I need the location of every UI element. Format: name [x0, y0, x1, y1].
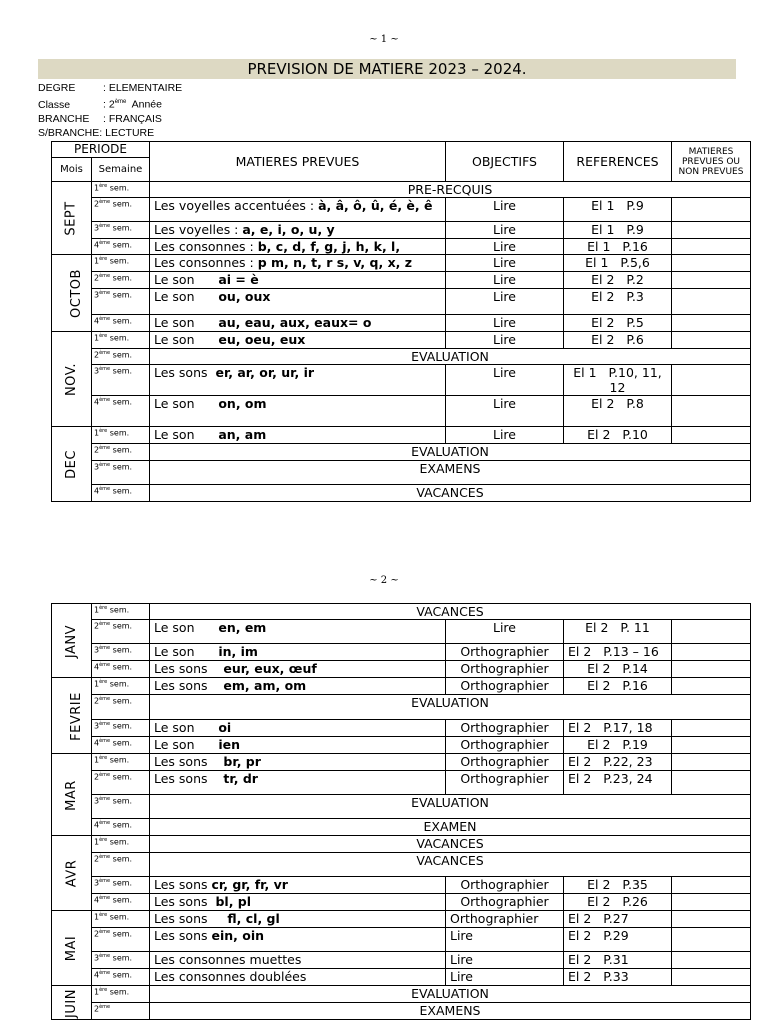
page-number-2: ~ 2 ~ — [369, 575, 399, 586]
reference-cell: El 2 P.35 — [564, 877, 672, 894]
reference-cell: El 2 P.17, 18 — [564, 720, 672, 737]
month-cell — [52, 911, 92, 986]
table-row — [52, 444, 751, 461]
matiere-cell: Les sons em, am, om — [150, 678, 446, 695]
table-row — [52, 315, 751, 332]
table-row — [52, 255, 751, 272]
reference-cell: El 2 P.22, 23 — [564, 754, 672, 771]
page-title: PREVISION DE MATIERE 2023 – 2024. — [38, 59, 736, 79]
objectif-cell: Lire — [446, 332, 564, 349]
month-label: OCTOB — [68, 269, 84, 318]
matiere-cell: Les voyelles accentuées : à, â, ô, û, é, è, ê — [150, 198, 446, 222]
header-objectifs: OBJECTIFS — [446, 142, 564, 182]
table-row — [52, 661, 751, 678]
prevue-cell — [672, 198, 751, 222]
prevue-cell — [672, 272, 751, 289]
week-cell: 1ère sem. — [92, 182, 150, 198]
month-label: MAR — [64, 779, 79, 811]
prevue-cell — [672, 911, 751, 928]
objectif-cell: Lire — [446, 396, 564, 427]
objectif-cell: Orthographier — [446, 754, 564, 771]
full-row-label: VACANCES — [150, 604, 751, 620]
reference-cell: El 2 P.14 — [564, 661, 672, 678]
month-label: FEVRIE — [68, 691, 84, 741]
prevue-cell — [672, 754, 751, 771]
matiere-cell: Le son oi — [150, 720, 446, 737]
table-row — [52, 198, 751, 222]
full-row-label: EVALUATION — [150, 444, 751, 461]
objectif-cell: Orthographier — [446, 894, 564, 911]
full-row-label: EXAMEN — [150, 819, 751, 836]
matiere-cell: Le son ien — [150, 737, 446, 754]
table-row — [52, 695, 751, 720]
full-row-label: VACANCES — [150, 853, 751, 877]
prevue-cell — [672, 952, 751, 969]
table-row — [52, 737, 751, 754]
prevue-cell — [672, 737, 751, 754]
reference-cell: El 1 P.16 — [564, 239, 672, 255]
table-row — [52, 986, 751, 1003]
week-cell: 2ème sem. — [92, 853, 150, 877]
reference-cell: El 2 P.33 — [564, 969, 672, 986]
table-row — [52, 396, 751, 427]
month-cell — [52, 604, 92, 678]
prevue-cell — [672, 877, 751, 894]
objectif-cell: Orthographier — [446, 737, 564, 754]
prevue-cell — [672, 222, 751, 239]
matiere-cell: Les sons cr, gr, fr, vr — [150, 877, 446, 894]
table-row — [52, 836, 751, 853]
week-cell: 1ère sem. — [92, 255, 150, 272]
table-row — [52, 349, 751, 365]
week-cell: 3ème sem. — [92, 795, 150, 819]
table-row — [52, 461, 751, 485]
objectif-cell: Lire — [446, 239, 564, 255]
month-label: NOV. — [63, 362, 79, 397]
reference-cell: El 2 P. 11 — [564, 620, 672, 644]
month-cell — [52, 427, 92, 502]
reference-cell: El 1 P.9 — [564, 222, 672, 239]
matiere-cell: Le son eu, oeu, eux — [150, 332, 446, 349]
week-cell: 3ème sem. — [92, 644, 150, 661]
prevue-cell — [672, 969, 751, 986]
month-label: AVR — [64, 859, 79, 888]
week-cell: 3ème sem. — [92, 461, 150, 485]
matiere-cell: Les consonnes muettes — [150, 952, 446, 969]
week-cell: 4ème sem. — [92, 819, 150, 836]
table-row — [52, 911, 751, 928]
objectif-cell: Lire — [446, 222, 564, 239]
week-cell: 1ère sem. — [92, 911, 150, 928]
table-row — [52, 678, 751, 695]
objectif-cell: Lire — [446, 198, 564, 222]
objectif-cell: Orthographier — [446, 911, 564, 928]
matiere-cell: Le son on, om — [150, 396, 446, 427]
objectif-cell: Orthographier — [446, 720, 564, 737]
matiere-cell: Les sons eur, eux, œuf — [150, 661, 446, 678]
reference-cell: El 2 P.29 — [564, 928, 672, 952]
table-row — [52, 485, 751, 502]
week-cell: 4ème sem. — [92, 485, 150, 502]
prevue-cell — [672, 928, 751, 952]
week-cell: 2ème sem. — [92, 272, 150, 289]
prevue-cell — [672, 661, 751, 678]
table-row — [52, 239, 751, 255]
month-label: JUIN — [63, 988, 79, 1018]
reference-cell: El 2 P.3 — [564, 289, 672, 315]
reference-cell: El 2 P.2 — [564, 272, 672, 289]
objectif-cell: Orthographier — [446, 678, 564, 695]
week-cell: 2ème sem. — [92, 928, 150, 952]
meta-degre: DEGRE : ELEMENTAIRE — [38, 82, 183, 94]
objectif-cell: Lire — [446, 427, 564, 444]
week-cell: 4ème sem. — [92, 969, 150, 986]
objectif-cell: Orthographier — [446, 877, 564, 894]
prevue-cell — [672, 678, 751, 695]
objectif-cell: Lire — [446, 315, 564, 332]
meta-branche: BRANCHE : FRANÇAIS — [38, 113, 162, 126]
prevue-cell — [672, 396, 751, 427]
prevue-cell — [672, 289, 751, 315]
week-cell: 4ème sem. — [92, 737, 150, 754]
full-row-label: VACANCES — [150, 485, 751, 502]
reference-cell: El 2 P.19 — [564, 737, 672, 754]
matiere-cell: Les sons br, pr — [150, 754, 446, 771]
table-row — [52, 754, 751, 771]
table-row — [52, 644, 751, 661]
table-row — [52, 222, 751, 239]
week-cell: 1ère sem. — [92, 332, 150, 349]
week-cell: 2ème sem. — [92, 198, 150, 222]
prevue-cell — [672, 255, 751, 272]
week-cell: 3ème sem. — [92, 365, 150, 396]
matiere-cell: Le son an, am — [150, 427, 446, 444]
week-cell: 2ème sem. — [92, 444, 150, 461]
objectif-cell: Orthographier — [446, 661, 564, 678]
month-label: SEPT — [64, 201, 79, 236]
schedule-table-page1 — [51, 141, 751, 502]
week-cell: 1ère sem. — [92, 754, 150, 771]
full-row-label: EVALUATION — [150, 349, 751, 365]
reference-cell: El 2 P.10 — [564, 427, 672, 444]
reference-cell: El 2 P.23, 24 — [564, 771, 672, 795]
prevue-cell — [672, 644, 751, 661]
objectif-cell: Lire — [446, 620, 564, 644]
prevue-cell — [672, 332, 751, 349]
header-prevues: MATIERES PREVUES OU NON PREVUES — [672, 142, 751, 182]
table-row — [52, 795, 751, 819]
week-cell: 1ère sem. — [92, 678, 150, 695]
matiere-cell: Le son ai = è — [150, 272, 446, 289]
table-row — [52, 182, 751, 198]
matiere-cell: Les sons tr, dr — [150, 771, 446, 795]
table-row — [52, 272, 751, 289]
table-row — [52, 952, 751, 969]
week-cell: 2ème sem. — [92, 620, 150, 644]
week-cell: 3ème sem. — [92, 289, 150, 315]
objectif-cell: Orthographier — [446, 644, 564, 661]
week-cell: 2ème — [92, 1003, 150, 1020]
week-cell: 4ème sem. — [92, 239, 150, 255]
reference-cell: El 2 P.6 — [564, 332, 672, 349]
reference-cell: El 1 P.10, 11, 12 — [564, 365, 672, 396]
table-row — [52, 928, 751, 952]
meta-classe: Classe : 2ème Année — [38, 98, 162, 111]
prevue-cell — [672, 315, 751, 332]
week-cell: 2ème sem. — [92, 349, 150, 365]
objectif-cell: Lire — [446, 928, 564, 952]
week-cell: 1ère sem. — [92, 604, 150, 620]
objectif-cell: Lire — [446, 365, 564, 396]
matiere-cell: Le son ou, oux — [150, 289, 446, 315]
reference-cell: El 2 P.26 — [564, 894, 672, 911]
week-cell: 1ère sem. — [92, 427, 150, 444]
full-row-label: EVALUATION — [150, 695, 751, 720]
week-cell: 1ère sem. — [92, 986, 150, 1003]
schedule-table-page2 — [51, 603, 751, 1020]
matiere-cell: Les sons er, ar, or, ur, ir — [150, 365, 446, 396]
prevue-cell — [672, 427, 751, 444]
week-cell: 1ère sem. — [92, 836, 150, 853]
reference-cell: El 2 P.31 — [564, 952, 672, 969]
week-cell: 4ème sem. — [92, 315, 150, 332]
month-cell — [52, 986, 92, 1020]
table-row — [52, 1003, 751, 1020]
header-references: REFERENCES — [564, 142, 672, 182]
meta-sbranche: S/BRANCHE: LECTURE — [38, 127, 155, 140]
full-row-label: EVALUATION — [150, 986, 751, 1003]
table-row — [52, 894, 751, 911]
header-mois: Mois — [52, 158, 92, 182]
matiere-cell: Les consonnes : p m, n, t, r s, v, q, x, z — [150, 255, 446, 272]
week-cell: 4ème sem. — [92, 894, 150, 911]
week-cell: 3ème sem. — [92, 222, 150, 239]
month-label: DEC — [64, 450, 79, 479]
matiere-cell: Le son en, em — [150, 620, 446, 644]
month-cell — [52, 255, 92, 332]
table-row — [52, 819, 751, 836]
prevue-cell — [672, 239, 751, 255]
matiere-cell: Le son au, eau, aux, eaux= o — [150, 315, 446, 332]
reference-cell: El 2 P.16 — [564, 678, 672, 695]
week-cell: 4ème sem. — [92, 396, 150, 427]
full-row-label: PRE-RECQUIS — [150, 182, 751, 198]
matiere-cell: Les voyelles : a, e, i, o, u, y — [150, 222, 446, 239]
objectif-cell: Lire — [446, 952, 564, 969]
week-cell: 3ème sem. — [92, 877, 150, 894]
reference-cell: El 2 P.13 – 16 — [564, 644, 672, 661]
objectif-cell: Lire — [446, 969, 564, 986]
table-row — [52, 620, 751, 644]
matiere-cell: Les sons bl, pl — [150, 894, 446, 911]
table-row — [52, 332, 751, 349]
week-cell: 3ème sem. — [92, 952, 150, 969]
month-cell — [52, 836, 92, 911]
objectif-cell: Orthographier — [446, 771, 564, 795]
full-row-label: EVALUATION — [150, 795, 751, 819]
month-label: JANV — [64, 624, 79, 658]
month-cell — [52, 678, 92, 754]
week-cell: 2ème sem. — [92, 695, 150, 720]
document-meta — [38, 81, 182, 141]
full-row-label: EXAMENS — [150, 1003, 751, 1020]
prevue-cell — [672, 720, 751, 737]
table-row — [52, 720, 751, 737]
table-row — [52, 853, 751, 877]
matiere-cell: Les consonnes : b, c, d, f, g, j, h, k, l, — [150, 239, 446, 255]
month-cell — [52, 182, 92, 255]
table-row — [52, 604, 751, 620]
header-periode: PERIODE — [52, 142, 150, 158]
page-number-1: ~ 1 ~ — [369, 34, 399, 45]
prevue-cell — [672, 620, 751, 644]
objectif-cell: Lire — [446, 255, 564, 272]
prevue-cell — [672, 894, 751, 911]
table-row — [52, 289, 751, 315]
full-row-label: EXAMENS — [150, 461, 751, 485]
prevue-cell — [672, 365, 751, 396]
reference-cell: El 2 P.8 — [564, 396, 672, 427]
month-cell — [52, 754, 92, 836]
month-label: MAI — [63, 935, 79, 962]
header-semaine: Semaine — [92, 158, 150, 182]
table-row — [52, 427, 751, 444]
month-cell — [52, 332, 92, 427]
week-cell: 2ème sem. — [92, 771, 150, 795]
objectif-cell: Lire — [446, 289, 564, 315]
matiere-cell: Le son in, im — [150, 644, 446, 661]
prevue-cell — [672, 771, 751, 795]
week-cell: 3ème sem. — [92, 720, 150, 737]
reference-cell: El 1 P.9 — [564, 198, 672, 222]
full-row-label: VACANCES — [150, 836, 751, 853]
table-row — [52, 877, 751, 894]
matiere-cell: Les sons ein, oin — [150, 928, 446, 952]
week-cell: 4ème sem. — [92, 661, 150, 678]
header-matieres: MATIERES PREVUES — [150, 142, 446, 182]
table-row — [52, 771, 751, 795]
reference-cell: El 2 P.5 — [564, 315, 672, 332]
matiere-cell: Les consonnes doublées — [150, 969, 446, 986]
reference-cell: El 2 P.27 — [564, 911, 672, 928]
table-row — [52, 969, 751, 986]
objectif-cell: Lire — [446, 272, 564, 289]
matiere-cell: Les sons fl, cl, gl — [150, 911, 446, 928]
reference-cell: El 1 P.5,6 — [564, 255, 672, 272]
table-row — [52, 365, 751, 396]
